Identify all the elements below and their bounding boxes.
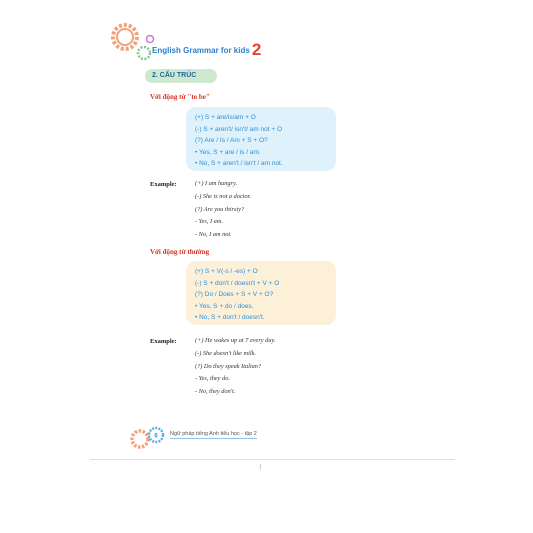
formula-line: (+) S + are/is/am + O (195, 114, 256, 121)
page-tick-mark (260, 464, 261, 470)
formula-line: (+) S + V(-s / -es) + O (195, 268, 258, 275)
example-line: (-) She doesn't like milk. (195, 349, 256, 357)
example-label: Example: (150, 181, 177, 188)
footer-gears-icon (128, 425, 168, 451)
footer-text: Ngữ pháp tiếng Anh tiểu học - tập 2 (170, 431, 257, 437)
page-divider (90, 459, 455, 460)
example-line: - No, I am not. (195, 231, 232, 239)
page-number: 6 (154, 433, 158, 440)
example-line: - Yes, I am. (195, 218, 223, 226)
formula-line: • No, S + don't / doesn't. (195, 314, 265, 322)
formula-line: (-) S + aren't/ isn't/ am not + O (195, 125, 283, 133)
example-line: (-) She is not a doctor. (195, 192, 251, 200)
example-label: Example: (150, 338, 177, 345)
formula-line: (?) Do / Does + S + V + O? (195, 291, 274, 299)
to-be-formula-box (186, 107, 336, 171)
normal-verb-heading: Với động từ thường (150, 248, 210, 256)
to-be-examples (195, 178, 251, 242)
example-line: (+) He wakes up at 7 every day. (195, 337, 276, 344)
example-line: (+) I am hungry. (195, 180, 238, 187)
example-line: (?) Are you thirsty? (195, 205, 245, 213)
example-line: - No, they don't. (195, 388, 236, 396)
example-line: - Yes, they do. (195, 375, 230, 383)
header-volume-number: 2 (251, 40, 262, 59)
formula-line: • No, S + aren't / isn't / am not. (195, 160, 283, 168)
to-be-heading: Với động từ "to be" (150, 93, 210, 101)
formula-line: (?) Are / Is / Am + S + O? (195, 137, 268, 145)
formula-line: • Yes, S + are / is / am. (195, 148, 261, 156)
normal-verb-examples (195, 335, 276, 399)
formula-line: • Yes, S + do / does. (195, 302, 254, 310)
book-header (152, 40, 261, 60)
section-label: 2. CẤU TRÚC (145, 69, 217, 83)
formula-line: (-) S + don't / doesn't + V + O (195, 279, 280, 287)
header-title: English Grammar for kids (152, 46, 250, 55)
example-line: (?) Do they speak Italian? (195, 362, 262, 370)
normal-verb-formula-box (186, 261, 336, 325)
